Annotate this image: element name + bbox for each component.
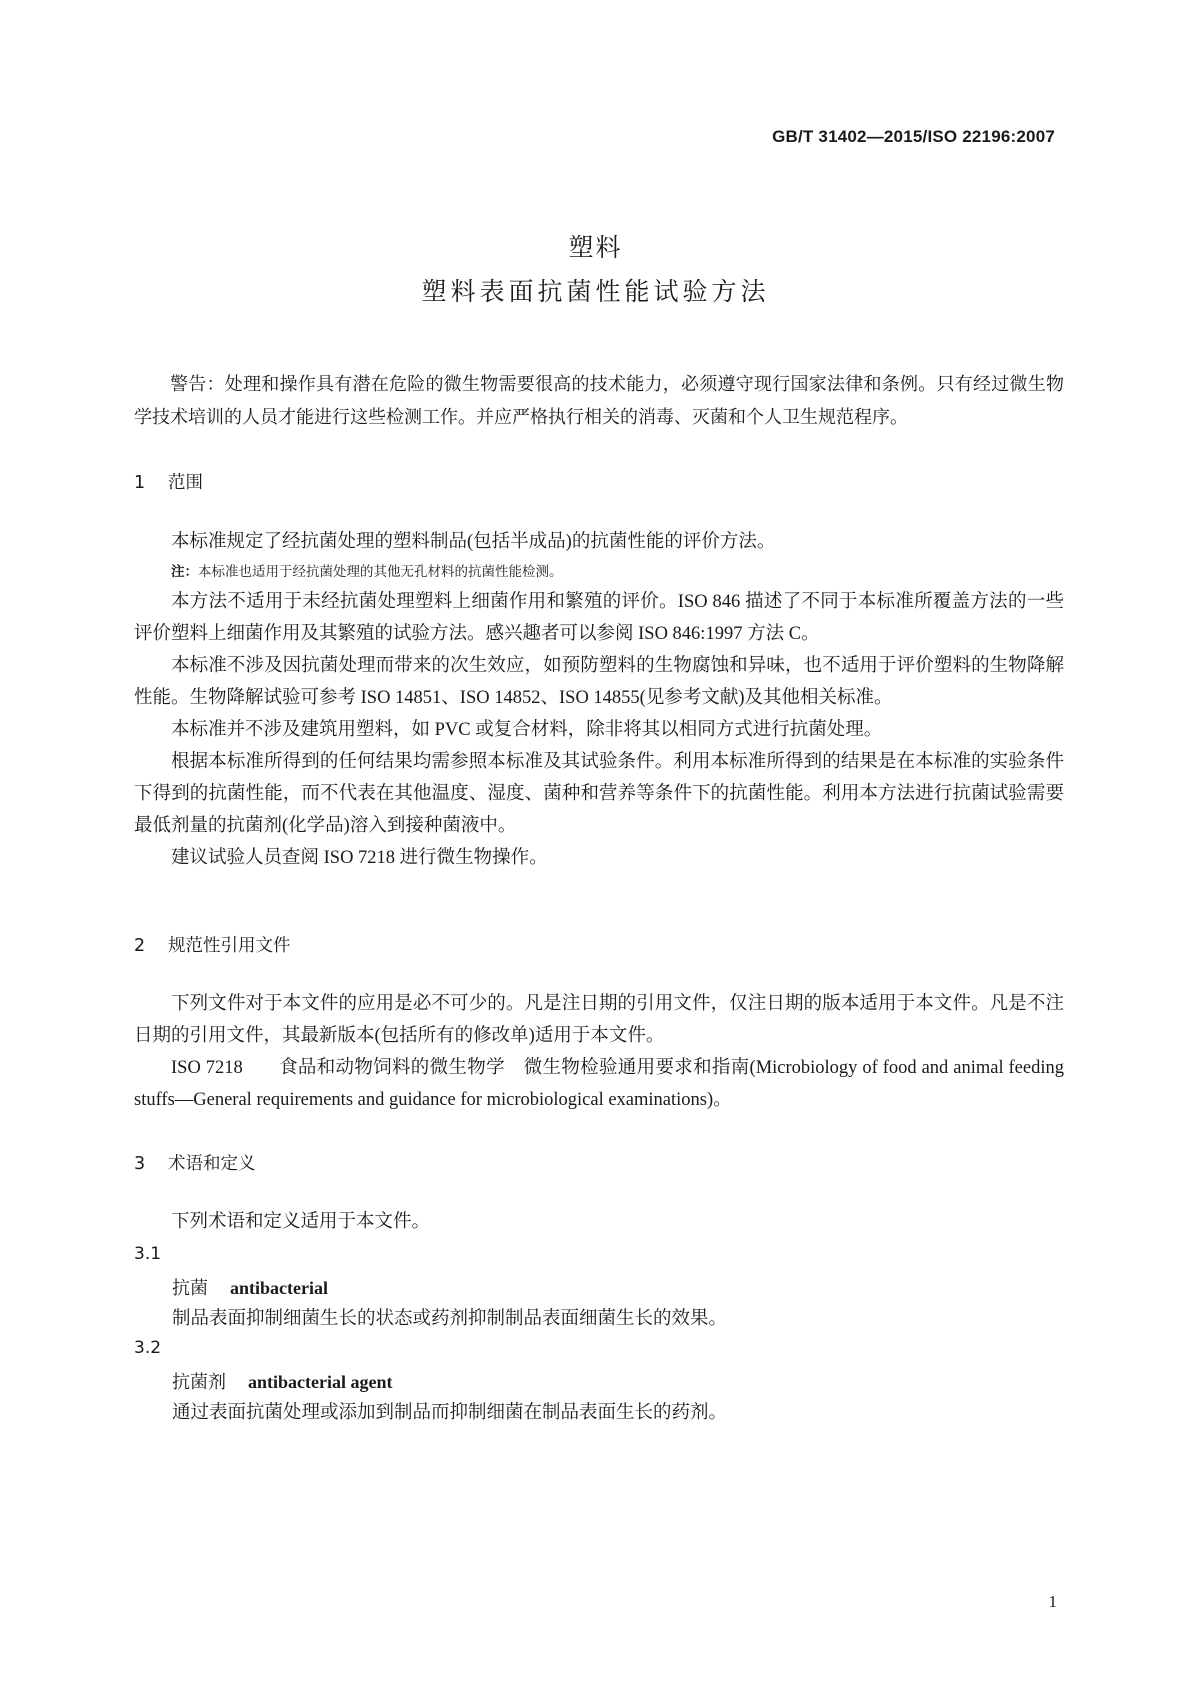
- term-heading: [172, 1274, 328, 1300]
- section-1-paragraph-1: 本标准规定了经抗菌处理的塑料制品(包括半成品)的抗菌性能的评价方法。: [171, 532, 776, 552]
- section-1-paragraph-5: 根据本标准所得到的任何结果均需参照本标准及其试验条件。利用本标准所得到的结果是在本标准的实验条件下得到的抗菌性能，而不代表在其他温度、湿度、菌种和营养等条件下的抗菌性能。利用本方法进行抗菌试验需要最低剂量的抗菌剂(化学品)溶入到接种菌液中。: [134, 752, 1064, 836]
- reference-code: ISO 7218: [171, 1058, 243, 1078]
- section-1-title: 范围: [168, 473, 203, 493]
- document-title-line2: 塑料表面抗菌性能试验方法: [421, 277, 770, 306]
- term-en: antibacterial: [230, 1278, 328, 1298]
- standard-code: GB/T 31402—2015/ISO 22196:2007: [772, 127, 1055, 146]
- reference-text: 食品和动物饲料的微生物学 微生物检验通用要求和指南(Microbiology of food and animal feeding stuffs—General requirements and guidance for microbiological examinations)。: [134, 1058, 1064, 1110]
- section-2-number: 2: [134, 936, 146, 956]
- section-1-body: [134, 526, 1064, 874]
- section-1-note: [134, 558, 1064, 586]
- term-number: 3.2: [134, 1338, 162, 1358]
- section-2-heading: [134, 932, 291, 957]
- section-3-number: 3: [134, 1154, 146, 1174]
- normative-reference: [134, 1052, 1064, 1116]
- section-1-paragraph-6: 建议试验人员查阅 ISO 7218 进行微生物操作。: [171, 848, 548, 868]
- term-number: 3.1: [134, 1244, 162, 1264]
- section-3-intro: [134, 1206, 1064, 1238]
- section-3-intro-text: 下列术语和定义适用于本文件。: [171, 1212, 431, 1232]
- section-1-paragraph-4: 本标准并不涉及建筑用塑料，如 PVC 或复合材料，除非将其以相同方式进行抗菌处理。: [171, 720, 883, 740]
- note-label: 注：: [171, 564, 198, 580]
- term-zh: 抗菌: [172, 1278, 208, 1299]
- warning-paragraph: 警告：处理和操作具有潜在危险的微生物需要很高的技术能力，必须遵守现行国家法律和条例。只有经过微生物学技术培训的人员才能进行这些检测工作。并应严格执行相关的消毒、灭菌和个人卫生规范程序。: [134, 374, 1064, 428]
- term-definition: 制品表面抑制细菌生长的状态或药剂抑制制品表面细菌生长的效果。: [172, 1309, 728, 1329]
- term-zh: 抗菌剂: [172, 1372, 226, 1393]
- section-1-paragraph-2: 本方法不适用于未经抗菌处理塑料上细菌作用和繁殖的评价。ISO 846 描述了不同于本标准所覆盖方法的一些评价塑料上细菌作用及其繁殖的试验方法。感兴趣者可以参阅 ISO 846:1997 方法 C。: [134, 592, 1064, 644]
- section-1-paragraph-3: 本标准不涉及因抗菌处理而带来的次生效应，如预防塑料的生物腐蚀和异味，也不适用于评价塑料的生物降解性能。生物降解试验可参考 ISO 14851、ISO 14852、ISO 14855(见参考文献)及其他相关标准。: [134, 656, 1064, 708]
- term-en: antibacterial agent: [248, 1372, 393, 1392]
- section-3-heading: [134, 1150, 256, 1175]
- term-heading: [172, 1368, 392, 1394]
- page-number: 1: [1048, 1592, 1057, 1611]
- section-2-paragraph-1: 下列文件对于本文件的应用是必不可少的。凡是注日期的引用文件，仅注日期的版本适用于本文件。凡是不注日期的引用文件，其最新版本(包括所有的修改单)适用于本文件。: [134, 994, 1064, 1046]
- term-definition: 通过表面抗菌处理或添加到制品而抑制细菌在制品表面生长的药剂。: [172, 1403, 728, 1423]
- section-3-title: 术语和定义: [168, 1154, 256, 1174]
- section-1-number: 1: [134, 473, 146, 493]
- section-2-title: 规范性引用文件: [168, 936, 291, 956]
- note-text: 本标准也适用于经抗菌处理的其他无孔材料的抗菌性能检测。: [198, 564, 563, 580]
- document-title-line1: 塑料: [568, 233, 623, 262]
- section-2-body: [134, 988, 1064, 1116]
- section-1-heading: [134, 469, 203, 494]
